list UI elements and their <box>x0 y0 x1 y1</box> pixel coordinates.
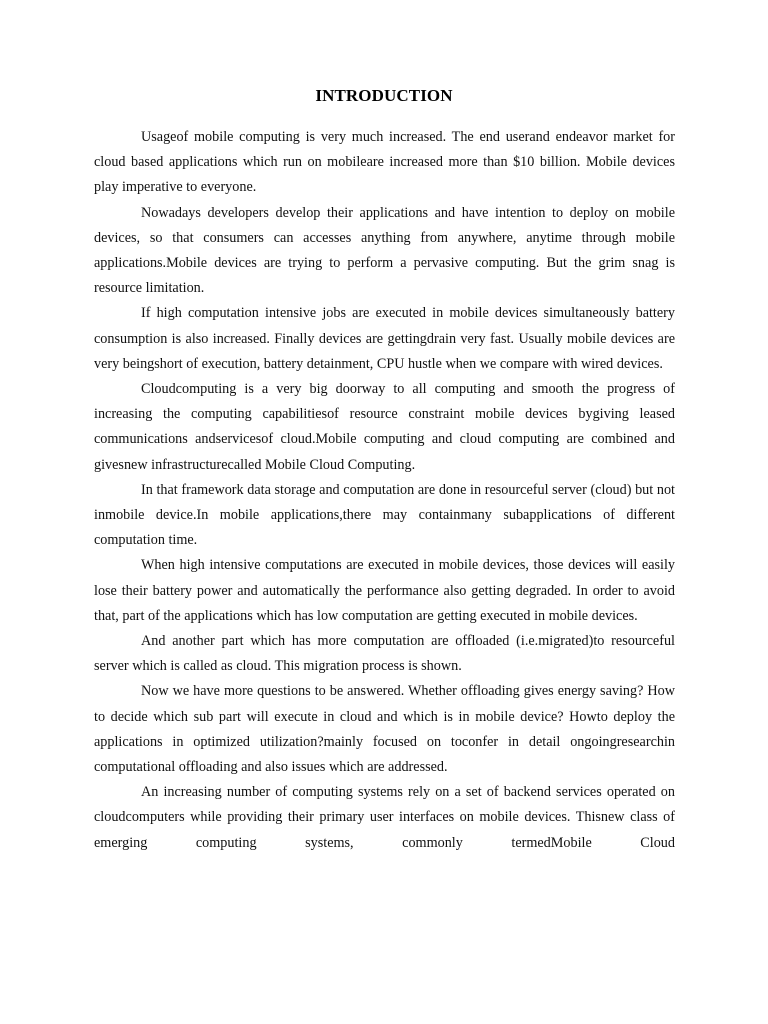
paragraph-4: Cloudcomputing is a very big doorway to all computing and smooth the progress of increasing the computing capabilitiesof resource constraint mobile devices bygiving leased communications andservicesof cloud.Mobile computing and cloud computing are combined and givesnew infrastructurecalled Mobile Cloud Computing. <box>94 381 675 473</box>
paragraph-5: In that framework data storage and computation are done in resourceful server (cloud) but not inmobile device.In mobile applications,there may containmany subapplications of different computation time. <box>94 481 675 549</box>
paragraph-6: When high intensive computations are executed in mobile devices, those devices will easily lose their battery power and automatically the performance also getting degraded. In order to avoid that, part of the applications which has low computation are getting executed in mobile devices. <box>94 557 675 624</box>
paragraph-3: If high computation intensive jobs are executed in mobile devices simultaneously battery consumption is also increased. Finally devices are gettingdrain very fast. Usually mobile devices are very beingshort of execution, battery detainment, CPU hustle when we compare with wired devices. <box>94 305 675 372</box>
document-body <box>94 125 675 856</box>
paragraph-8: Now we have more questions to be answered. Whether offloading gives energy saving? How to decide which sub part will execute in cloud and which is in mobile device? Howto deploy the applications in optimized utilization?mainly focused on toconfer in detail ongoingresearchin computational offloading and also issues which are addressed. <box>94 683 675 776</box>
paragraph-1: Usageof mobile computing is very much increased. The end userand endeavor market for cloud based applications which run on mobileare increased more than $10 billion. Mobile devices play imperative to everyone. <box>94 129 675 196</box>
paragraph-7: And another part which has more computation are offloaded (i.e.migrated)to resourceful server which is called as cloud. This migration process is shown. <box>94 633 675 675</box>
paragraph-2: Nowadays developers develop their applications and have intention to deploy on mobile devices, so that consumers can accesses anything from anywhere, anytime through mobile applications.Mobile devices are trying to perform a pervasive computing. But the grim snag is resource limitation. <box>94 204 675 297</box>
paragraph-9: An increasing number of computing systems rely on a set of backend services operated on cloudcomputers while providing their primary user interfaces on mobile devices. Thisnew class of emerging computing systems, commonly termedMobile Cloud <box>94 784 675 851</box>
page-title: INTRODUCTION <box>315 86 453 105</box>
